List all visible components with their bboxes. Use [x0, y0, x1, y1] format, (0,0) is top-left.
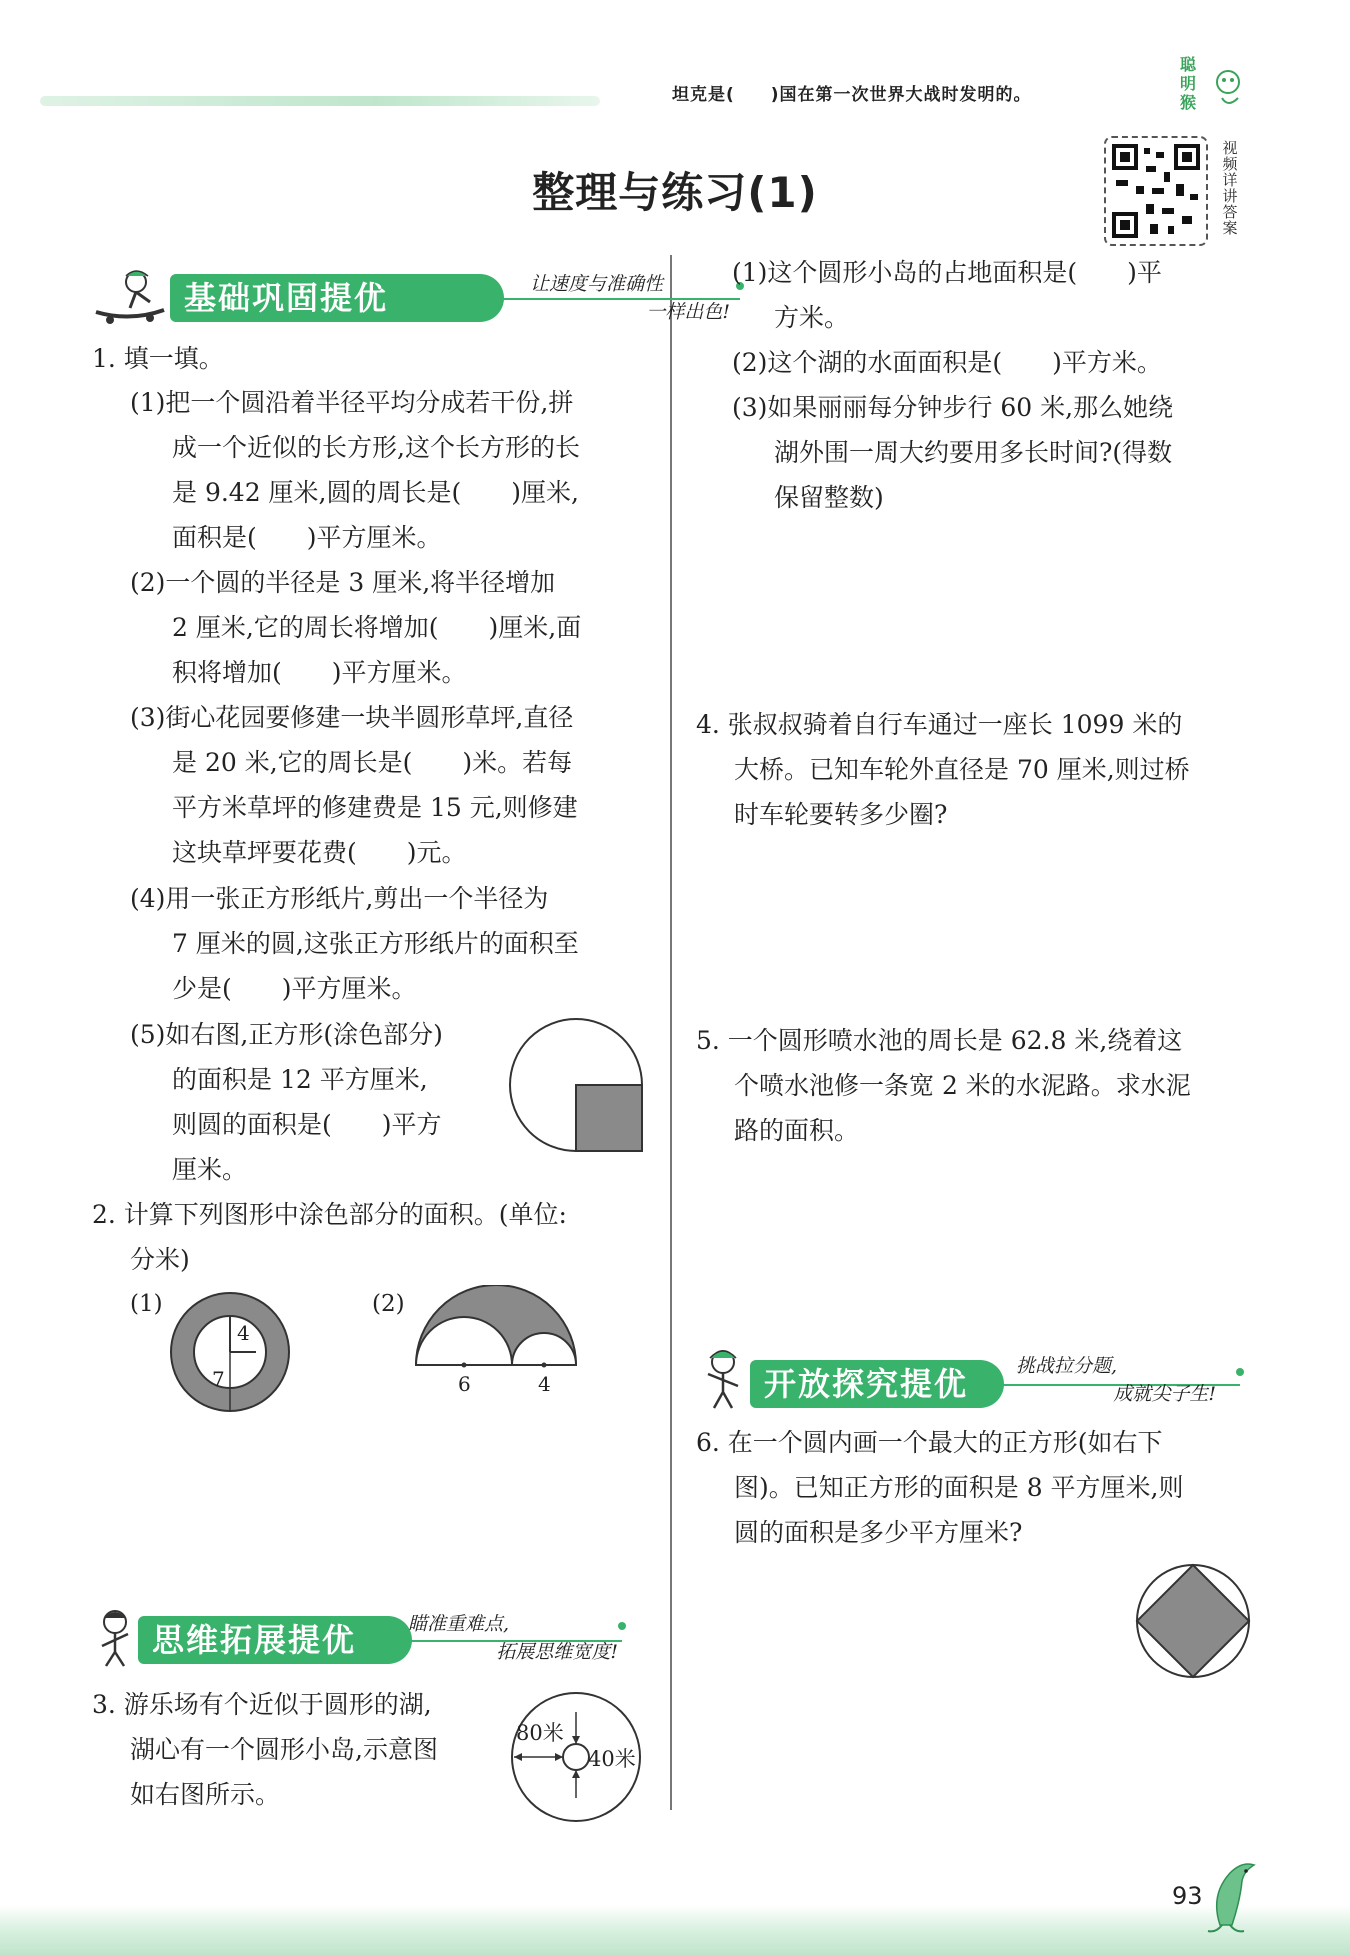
text-line: 是 9.42 厘米,圆的周长是( )厘米,: [172, 478, 579, 507]
text-line: 4. 张叔叔骑着自行车通过一座长 1099 米的: [696, 710, 1183, 739]
text-line: 图)。已知正方形的面积是 8 平方厘米,则: [734, 1473, 1184, 1502]
text-line: 3. 游乐场有个近似于圆形的湖,: [92, 1690, 432, 1719]
figure-lake-island: [506, 1688, 650, 1826]
text-line: (2)一个圆的半径是 3 厘米,将半径增加: [130, 568, 556, 597]
figure-ring: [168, 1290, 292, 1414]
page-number: 93: [1172, 1882, 1203, 1910]
q3-subquestions: [732, 250, 1173, 520]
text-line: 如右图所示。: [130, 1780, 281, 1809]
skateboard-kid-icon: [90, 266, 170, 326]
q1-sub5: [130, 1012, 443, 1192]
question-6: [696, 1420, 1184, 1555]
banner-dot: [618, 1622, 626, 1630]
semicircle-label-a: 6: [458, 1372, 471, 1395]
text-line: (3)如果丽丽每分钟步行 60 米,那么她绕: [732, 393, 1174, 422]
text-line: 这块草坪要花费( )元。: [172, 838, 467, 867]
text-line: 圆的面积是多少平方厘米?: [734, 1518, 1023, 1547]
slogan-line: 拓展思维宽度!: [496, 1641, 618, 1663]
monkey-icon: [1208, 64, 1248, 112]
ring-outer-radius-label: 7: [212, 1367, 225, 1391]
text-line: 面积是( )平方厘米。: [172, 523, 442, 552]
qr-code-icon[interactable]: [1104, 136, 1208, 246]
section-label-thinking: 思维拓展提优: [138, 1616, 412, 1664]
lake-diameter-label: 80米: [516, 1721, 564, 1745]
cartoon-girl-icon: [696, 1346, 750, 1412]
qr-caption: 视频详讲答案: [1222, 139, 1238, 237]
cartoon-kid-icon: [92, 1606, 138, 1670]
text-line: 湖心有一个圆形小岛,示意图: [130, 1735, 438, 1764]
q2-fig1-label: (1): [130, 1291, 163, 1317]
text-line: 成一个近似的长方形,这个长方形的长: [172, 433, 580, 462]
question-4: [696, 702, 1190, 837]
question-2: [92, 1192, 567, 1282]
question-1-title: 1. 填一填。: [92, 344, 224, 373]
ring-inner-radius-label: 4: [237, 1321, 250, 1345]
text-line: 积将增加( )平方厘米。: [172, 658, 467, 687]
text-line: 保留整数): [774, 483, 884, 512]
text-line: (3)街心花园要修建一块半圆形草坪,直径: [130, 703, 574, 732]
slogan-line: 成就尖子生!: [1113, 1383, 1216, 1405]
text-line: 是 20 米,它的周长是( )米。若每: [172, 748, 573, 777]
section-banner-open: [696, 1356, 1246, 1408]
brand-label: 聪明猴: [1180, 55, 1197, 112]
section-banner-basic: [90, 272, 730, 324]
q1-sub2: [130, 560, 581, 695]
text-line: (4)用一张正方形纸片,剪出一个半径为: [130, 884, 549, 913]
question-5: [696, 1018, 1191, 1153]
text-line: 时车轮要转多少圈?: [734, 800, 948, 829]
text-line: (1)这个圆形小岛的占地面积是( )平: [732, 258, 1162, 287]
q1-sub1: [130, 380, 580, 560]
semicircle-label-b: 4: [538, 1372, 551, 1395]
text-line: 7 厘米的圆,这张正方形纸片的面积至: [172, 929, 579, 958]
slogan-line: 瞄准重难点,: [408, 1613, 510, 1635]
text-line: (5)如右图,正方形(涂色部分): [130, 1020, 443, 1049]
text-line: 6. 在一个圆内画一个最大的正方形(如右下: [696, 1428, 1163, 1457]
dolphin-icon: [1200, 1855, 1260, 1935]
q1-sub4: [130, 876, 579, 1011]
text-line: 厘米。: [172, 1155, 248, 1184]
section-slogan-basic: [530, 270, 730, 326]
column-divider: [670, 255, 672, 1810]
text-line: (2)这个湖的水面面积是( )平方米。: [732, 348, 1162, 377]
footer-decoration-band: [0, 1905, 1350, 1955]
page-title: 整理与练习(1): [532, 168, 818, 217]
q2-fig2-label: (2): [372, 1291, 405, 1317]
text-line: 路的面积。: [734, 1116, 860, 1145]
figure-circle-with-square: [505, 1014, 647, 1156]
section-banner-thinking: [92, 1614, 632, 1666]
text-line: 平方米草坪的修建费是 15 元,则修建: [172, 793, 578, 822]
text-line: 则圆的面积是( )平方: [172, 1110, 442, 1139]
slogan-line: 一样出色!: [646, 301, 730, 323]
text-line: 个喷水池修一条宽 2 米的水泥路。求水泥: [734, 1071, 1191, 1100]
text-line: 湖外围一周大约要用多长时间?(得数: [774, 438, 1173, 467]
text-line: 少是( )平方厘米。: [172, 974, 417, 1003]
header-fact: 坦克是( )国在第一次世界大战时发明的。: [672, 85, 1032, 105]
slogan-line: 让速度与准确性: [530, 273, 664, 295]
banner-dot: [1236, 1368, 1244, 1376]
text-line: 分米): [130, 1245, 190, 1274]
section-label-basic: 基础巩固提优: [170, 274, 504, 322]
text-line: 2 厘米,它的周长将增加( )厘米,面: [172, 613, 582, 642]
text-line: 大桥。已知车轮外直径是 70 厘米,则过桥: [734, 755, 1190, 784]
text-line: 2. 计算下列图形中涂色部分的面积。(单位:: [92, 1200, 567, 1229]
figure-square-in-circle: [1134, 1562, 1252, 1680]
text-line: 5. 一个圆形喷水池的周长是 62.8 米,绕着这: [696, 1026, 1183, 1055]
figure-semicircles: [410, 1285, 582, 1395]
slogan-line: 挑战拉分题,: [1016, 1355, 1118, 1377]
section-slogan-thinking: [408, 1610, 618, 1666]
section-slogan-open: [1016, 1352, 1216, 1408]
question-3: [92, 1682, 438, 1817]
text-line: 方米。: [774, 303, 850, 332]
text-line: 的面积是 12 平方厘米,: [172, 1065, 428, 1094]
header-decoration-band: [40, 96, 600, 106]
island-diameter-label: 40米: [588, 1747, 636, 1771]
q1-sub3: [130, 695, 578, 875]
section-label-open: 开放探究提优: [750, 1360, 1004, 1408]
text-line: (1)把一个圆沿着半径平均分成若干份,拼: [130, 388, 574, 417]
